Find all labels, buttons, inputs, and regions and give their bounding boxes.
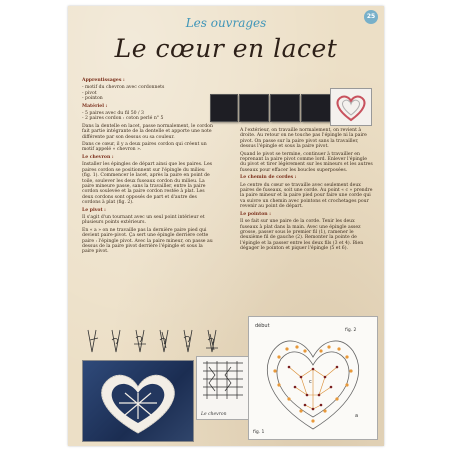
photo-step [270,94,300,122]
photo-step [301,94,331,122]
photo-step [210,94,238,122]
materiel-heading: Matériel : [82,103,108,109]
lace-heart-icon [83,361,193,441]
magazine-page [68,6,384,446]
photo-step [239,94,269,122]
lace-heart-photo [82,360,194,442]
pivot-paragraph: Il s'agit d'un tournant avec un seul point intérieur et plusieurs points extérieurs. [82,214,205,226]
materiel-item: - 2 paires cordon : coton perlé n° 5 [82,116,164,122]
sketch-caption: Le chevron [201,412,227,417]
materiel-item: - 5 paires avec du fil 50 / 3 [82,111,144,117]
right-paragraph: Quand le pivot se termine, continuer à travailler en reprenant la paire pivot comme lord. Enlever l'épingle du pivot et tirer légèrement sur les mineurs et les autres fuseaux pour effacer les boucles superposées. [240,151,373,173]
chevron-paragraph: Installer les épingles de départ ainsi que les paires. Les paires cordon se positionnent sur l'épingle du milieu (fig. 1). Commencer le lacet, après la paire en point de toile, soulever les deux fuseaux cordon du milieu. La paire mineure passe, sans la travailler, entre la paire cordon soulevée et la paire cordon restée à plat. Les deux cordons sont opposés de part et d'autre des cordons à plat (fig. 2). [82,162,213,206]
pivot-heading: Le pivot : [82,207,106,213]
left-column [82,76,214,257]
heart-pricking-pattern [248,316,378,440]
pattern-note: c [309,379,312,385]
photo-strip [210,88,370,124]
page-title: Le cœur en lacet [114,34,338,63]
pointon-steps-diagram [82,326,232,356]
section-label: Les ouvrages [185,16,267,30]
heart-photo [330,88,372,126]
chevron-sketch [196,356,250,420]
pattern-note: a [355,413,359,419]
right-column [240,128,374,254]
pattern-note: fig. 2 [345,328,357,333]
pattern-note: début [255,323,270,329]
pricking-diagram [249,317,377,439]
pointon-heading: Le pointon : [240,211,271,217]
right-paragraph: A l'extérieur, on travaille normalement, on revient à droite. Au retour on ne touche pas l'épingle ni la paire pivot. On passe sur la paire pivot sans la travailler, dessus l'épingle et sous la paire pivot. [240,128,367,150]
chemin-heading: Le chemin de cordes : [240,175,297,181]
pivot-paragraph: En « a » on ne travaille pas la dernière paire pied qui devient paire-pivot. Ça sert une épingle derrière cette paire : l'épingle pivot. Avec la paire mineur, on passe au dessus de la paire pivot derrière l'épingle et sous la paire pivot. [82,227,213,255]
chevron-heading: Le chevron : [82,154,114,160]
chevron-sketch-drawing [197,357,249,419]
page-number: 25 [364,10,378,24]
chemin-paragraph: Le centre du cœur se travaille avec seulement deux paires de fuseaux, soit une corde. Au point « c » prendre la paire mineur et la paire pied pour faire une corde qui va suivre un chemin avec pointons et crochetages pour revenir au point de départ. [240,182,373,210]
pointon-paragraph: Il se fait sur une paire de la corde. Tenir les deux fuseaux à plat dans la main. Avec une épingle assez grosse, passer sous le premier fil (1), ramener le deuxième fil de gauche (2). Remonter la pointe de l'épingle et la passer entre les deux fils (3 et 4). Bien dégager le pointon et piquer l'épingle (5 et 6). [240,219,364,252]
intro-paragraph: Dans la dentelle en lacet, passe normalement, le cordon fait partie intégrante de la dentelle et apporte une note différente par son dessus ou sa couleur. [82,123,213,140]
apprentissages-item: - motif du chevron avec cordonnets [82,85,165,91]
apprentissages-item: - pivot [82,90,97,96]
intro-paragraph: Dans ce cœur, il y a deux paires cordon qui créent un motif appelé « chevron ». [82,142,207,153]
apprentissages-heading: Apprentissages : [82,78,125,83]
apprentissages-item: - pointon [82,96,103,102]
pointon-diagrams [82,326,232,356]
heart-icon [331,89,371,125]
pattern-note: fig. 1 [253,430,265,435]
